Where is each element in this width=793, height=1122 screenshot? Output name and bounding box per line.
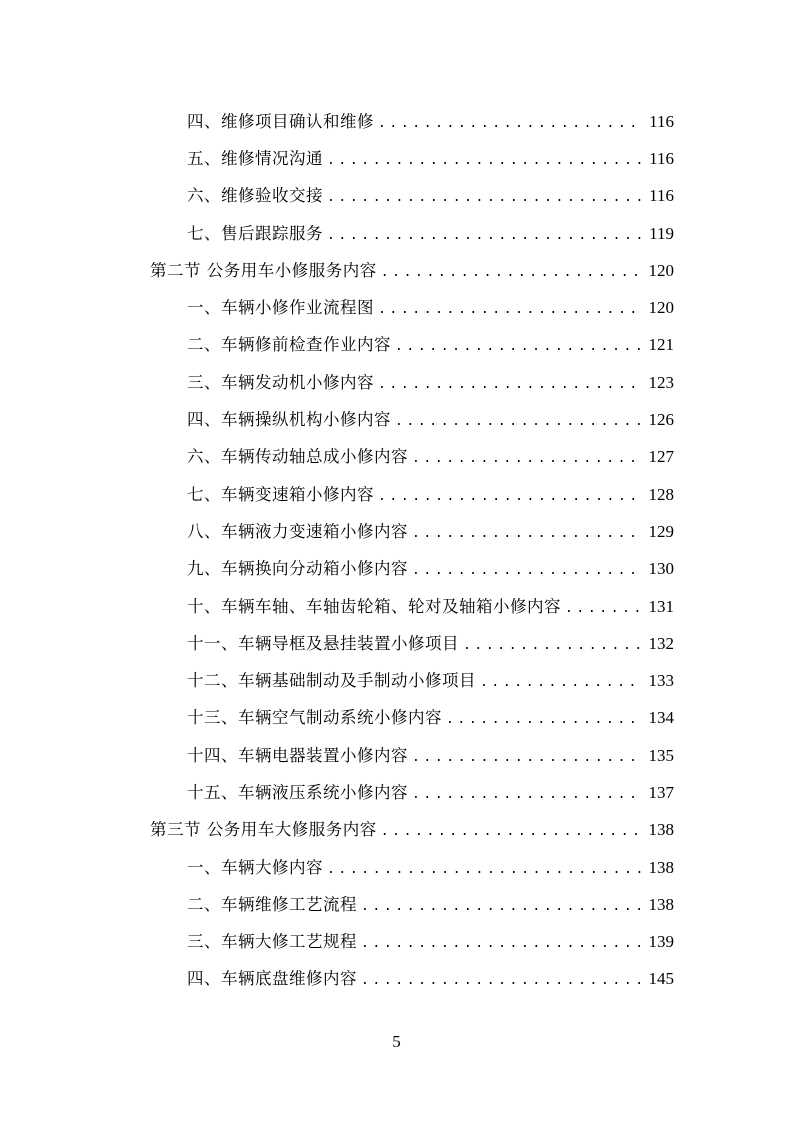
dot-leader (395, 414, 643, 429)
dot-leader (412, 563, 643, 578)
toc-entry-line (0, 854, 674, 878)
dot-leader (381, 824, 643, 839)
toc-entry[interactable] (0, 660, 793, 697)
toc-entry-line (0, 443, 674, 467)
dot-leader (446, 712, 643, 727)
toc-entry-line (0, 220, 674, 244)
toc-entry-title: 一、车辆小修作业流程图 (187, 298, 374, 318)
toc-entry[interactable] (0, 511, 793, 548)
toc-entry[interactable] (0, 474, 793, 511)
toc-entry-line (0, 667, 674, 691)
toc-entry-page: 137 (648, 782, 674, 802)
toc-entry-title: 七、售后跟踪服务 (187, 223, 323, 243)
toc-entry-line (0, 406, 674, 430)
dot-leader (378, 116, 643, 131)
toc-entry-title: 十、车辆车轴、车轴齿轮箱、轮对及轴箱小修内容 (187, 596, 561, 616)
toc-entry[interactable] (0, 884, 793, 921)
dot-leader (412, 526, 643, 541)
dot-leader (412, 787, 643, 802)
toc-entry-line (0, 369, 674, 393)
dot-leader (327, 228, 643, 243)
toc-entry-page: 123 (648, 372, 674, 392)
toc-entry-page: 138 (648, 894, 674, 914)
dot-leader (381, 265, 643, 280)
dot-leader (412, 451, 643, 466)
toc-entry[interactable] (0, 847, 793, 884)
dot-leader (361, 936, 643, 951)
toc-entry[interactable] (0, 213, 793, 250)
toc-entry[interactable] (0, 250, 793, 287)
toc-entry-line (0, 331, 674, 355)
toc-entry-line (0, 593, 674, 617)
toc-entry[interactable] (0, 698, 793, 735)
toc-entry[interactable] (0, 810, 793, 847)
toc-entry-line (0, 555, 674, 579)
toc-entry-title: 四、维修项目确认和维修 (187, 111, 374, 131)
toc-entry[interactable] (0, 586, 793, 623)
toc-entry-page: 139 (648, 932, 674, 952)
toc-entry-line (0, 481, 674, 505)
toc-entry[interactable] (0, 772, 793, 809)
toc-entry-title: 四、车辆操纵机构小修内容 (187, 410, 391, 430)
toc-entry-page: 116 (649, 111, 674, 131)
toc-entry-page: 145 (648, 969, 674, 989)
toc-entry-line (0, 257, 674, 281)
toc-entry-line (0, 145, 674, 169)
toc-entry[interactable] (0, 623, 793, 660)
toc-entry-title: 十三、车辆空气制动系统小修内容 (187, 708, 442, 728)
toc-entry-line (0, 816, 674, 840)
toc-entry-title: 第二节 公务用车小修服务内容 (150, 260, 377, 280)
toc-entry-line (0, 182, 674, 206)
toc-entry-line (0, 742, 674, 766)
toc-entry-title: 一、车辆大修内容 (187, 857, 323, 877)
toc-entry-title: 六、车辆传动轴总成小修内容 (187, 447, 408, 467)
toc-entry-line (0, 965, 674, 989)
toc-entry-title: 三、车辆大修工艺规程 (187, 932, 357, 952)
dot-leader (361, 973, 643, 988)
toc-entry-page: 126 (648, 410, 674, 430)
toc-entry-page: 120 (648, 260, 674, 280)
toc-entry-page: 131 (648, 596, 674, 616)
toc-entry-title: 三、车辆发动机小修内容 (187, 372, 374, 392)
toc-entry-line (0, 630, 674, 654)
page-number: 5 (392, 1032, 401, 1051)
toc-entry-page: 138 (648, 820, 674, 840)
dot-leader (327, 190, 643, 205)
dot-leader (378, 377, 643, 392)
toc-entry-title: 九、车辆换向分动箱小修内容 (187, 559, 408, 579)
dot-leader (565, 601, 643, 616)
toc-entry[interactable] (0, 922, 793, 959)
toc-entry-line (0, 518, 674, 542)
toc-entry-title: 十一、车辆导框及悬挂装置小修项目 (187, 633, 459, 653)
toc-entry-page: 130 (648, 559, 674, 579)
toc-entry[interactable] (0, 176, 793, 213)
toc-entry-page: 129 (648, 521, 674, 541)
toc-entry-page: 138 (648, 857, 674, 877)
toc-entry-page: 128 (648, 484, 674, 504)
dot-leader (361, 899, 643, 914)
toc-entry-line (0, 891, 674, 915)
toc-entry[interactable] (0, 325, 793, 362)
toc-entry[interactable] (0, 959, 793, 996)
toc-entry-title: 第三节 公务用车大修服务内容 (150, 820, 377, 840)
toc-entry-page: 134 (648, 708, 674, 728)
toc-entry-title: 二、车辆修前检查作业内容 (187, 335, 391, 355)
toc-entry-page: 119 (649, 223, 674, 243)
dot-leader (327, 153, 643, 168)
dot-leader (463, 638, 643, 653)
table-of-contents (0, 101, 793, 996)
toc-entry-page: 121 (648, 335, 674, 355)
dot-leader (412, 750, 643, 765)
toc-entry[interactable] (0, 362, 793, 399)
toc-entry-line (0, 779, 674, 803)
toc-entry-page: 132 (648, 633, 674, 653)
toc-entry-page: 127 (648, 447, 674, 467)
toc-entry-title: 七、车辆变速箱小修内容 (187, 484, 374, 504)
toc-entry-line (0, 294, 674, 318)
toc-entry[interactable] (0, 437, 793, 474)
toc-entry-page: 116 (649, 186, 674, 206)
toc-entry-title: 四、车辆底盘维修内容 (187, 969, 357, 989)
toc-entry-title: 二、车辆维修工艺流程 (187, 894, 357, 914)
toc-entry-page: 135 (648, 745, 674, 765)
toc-entry[interactable] (0, 138, 793, 175)
toc-entry[interactable] (0, 287, 793, 324)
dot-leader (395, 339, 643, 354)
toc-entry[interactable] (0, 101, 793, 138)
toc-entry-title: 十二、车辆基础制动及手制动小修项目 (187, 671, 476, 691)
dot-leader (378, 302, 643, 317)
dot-leader (480, 675, 643, 690)
toc-entry-line (0, 928, 674, 952)
toc-entry-page: 120 (648, 298, 674, 318)
toc-entry-page: 133 (648, 671, 674, 691)
toc-entry[interactable] (0, 399, 793, 436)
toc-entry-title: 五、维修情况沟通 (187, 148, 323, 168)
toc-entry-line (0, 704, 674, 728)
toc-entry-title: 六、维修验收交接 (187, 186, 323, 206)
toc-entry-title: 八、车辆液力变速箱小修内容 (187, 521, 408, 541)
toc-entry[interactable] (0, 549, 793, 586)
toc-entry-line (0, 108, 674, 132)
dot-leader (327, 862, 643, 877)
toc-entry-title: 十四、车辆电器装置小修内容 (187, 745, 408, 765)
toc-entry[interactable] (0, 735, 793, 772)
toc-entry-title: 十五、车辆液压系统小修内容 (187, 782, 408, 802)
toc-entry-page: 116 (649, 148, 674, 168)
dot-leader (378, 489, 643, 504)
